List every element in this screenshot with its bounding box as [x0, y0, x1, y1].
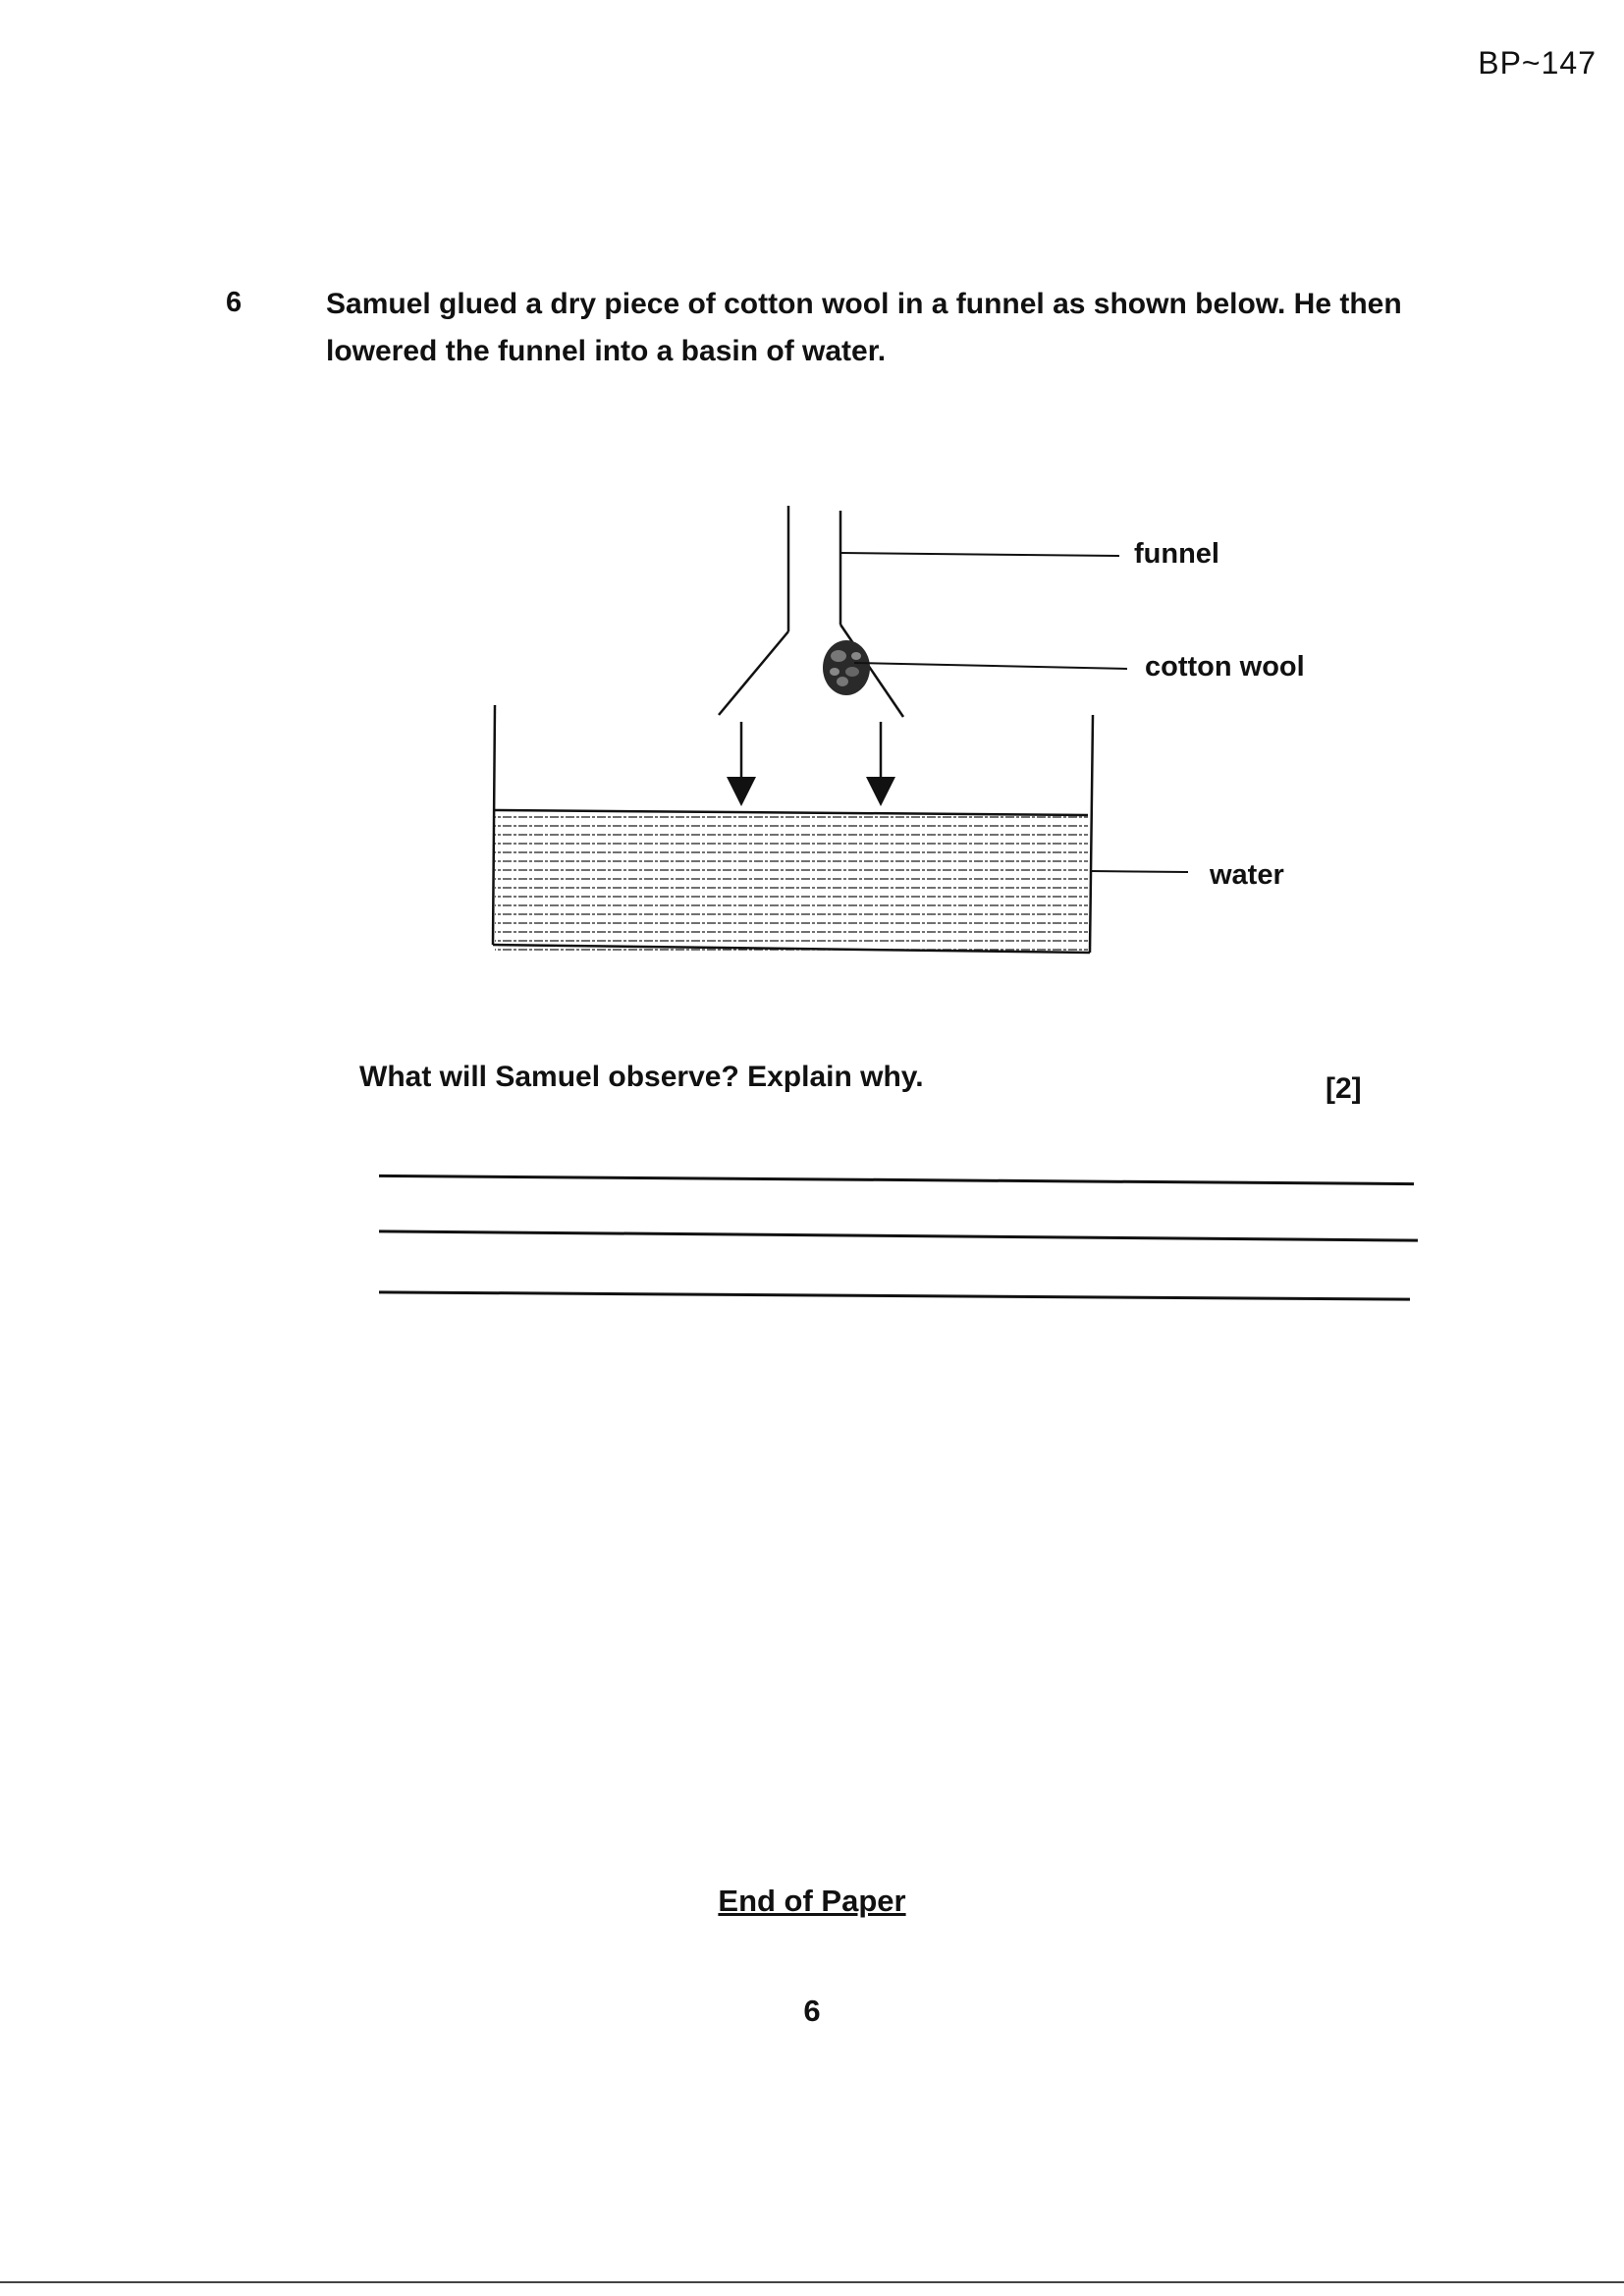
answer-line-1[interactable]: [379, 1175, 1414, 1185]
leader-funnel: [840, 553, 1119, 556]
answer-line-2[interactable]: [379, 1230, 1418, 1241]
end-of-paper: End of Paper: [718, 1884, 906, 1918]
leader-cotton-wool: [854, 663, 1127, 669]
page-code: BP~147: [1478, 45, 1597, 81]
basin-right-wall: [1090, 715, 1093, 953]
funnel-cone-left: [719, 631, 788, 715]
leader-water: [1090, 871, 1188, 872]
answer-line-3[interactable]: [379, 1290, 1410, 1300]
marks-label: [2]: [1326, 1072, 1362, 1105]
question-text: Samuel glued a dry piece of cotton wool in a funnel as shown below. He then lowered the funnel into a basin of water.: [326, 288, 1402, 367]
question-number: 6: [226, 287, 243, 318]
page-number: 6: [803, 1994, 821, 2028]
water-body: [495, 810, 1088, 952]
basin-left-wall: [493, 705, 495, 945]
prompt-text: What will Samuel observe? Explain why.: [359, 1061, 924, 1093]
label-funnel: funnel: [1134, 538, 1219, 570]
cotton-wool-shape: [823, 640, 870, 695]
label-water: water: [1210, 859, 1284, 891]
bottom-rule: [0, 2281, 1624, 2283]
funnel-diagram: [0, 0, 1624, 982]
label-cotton-wool: cotton wool: [1145, 651, 1305, 683]
